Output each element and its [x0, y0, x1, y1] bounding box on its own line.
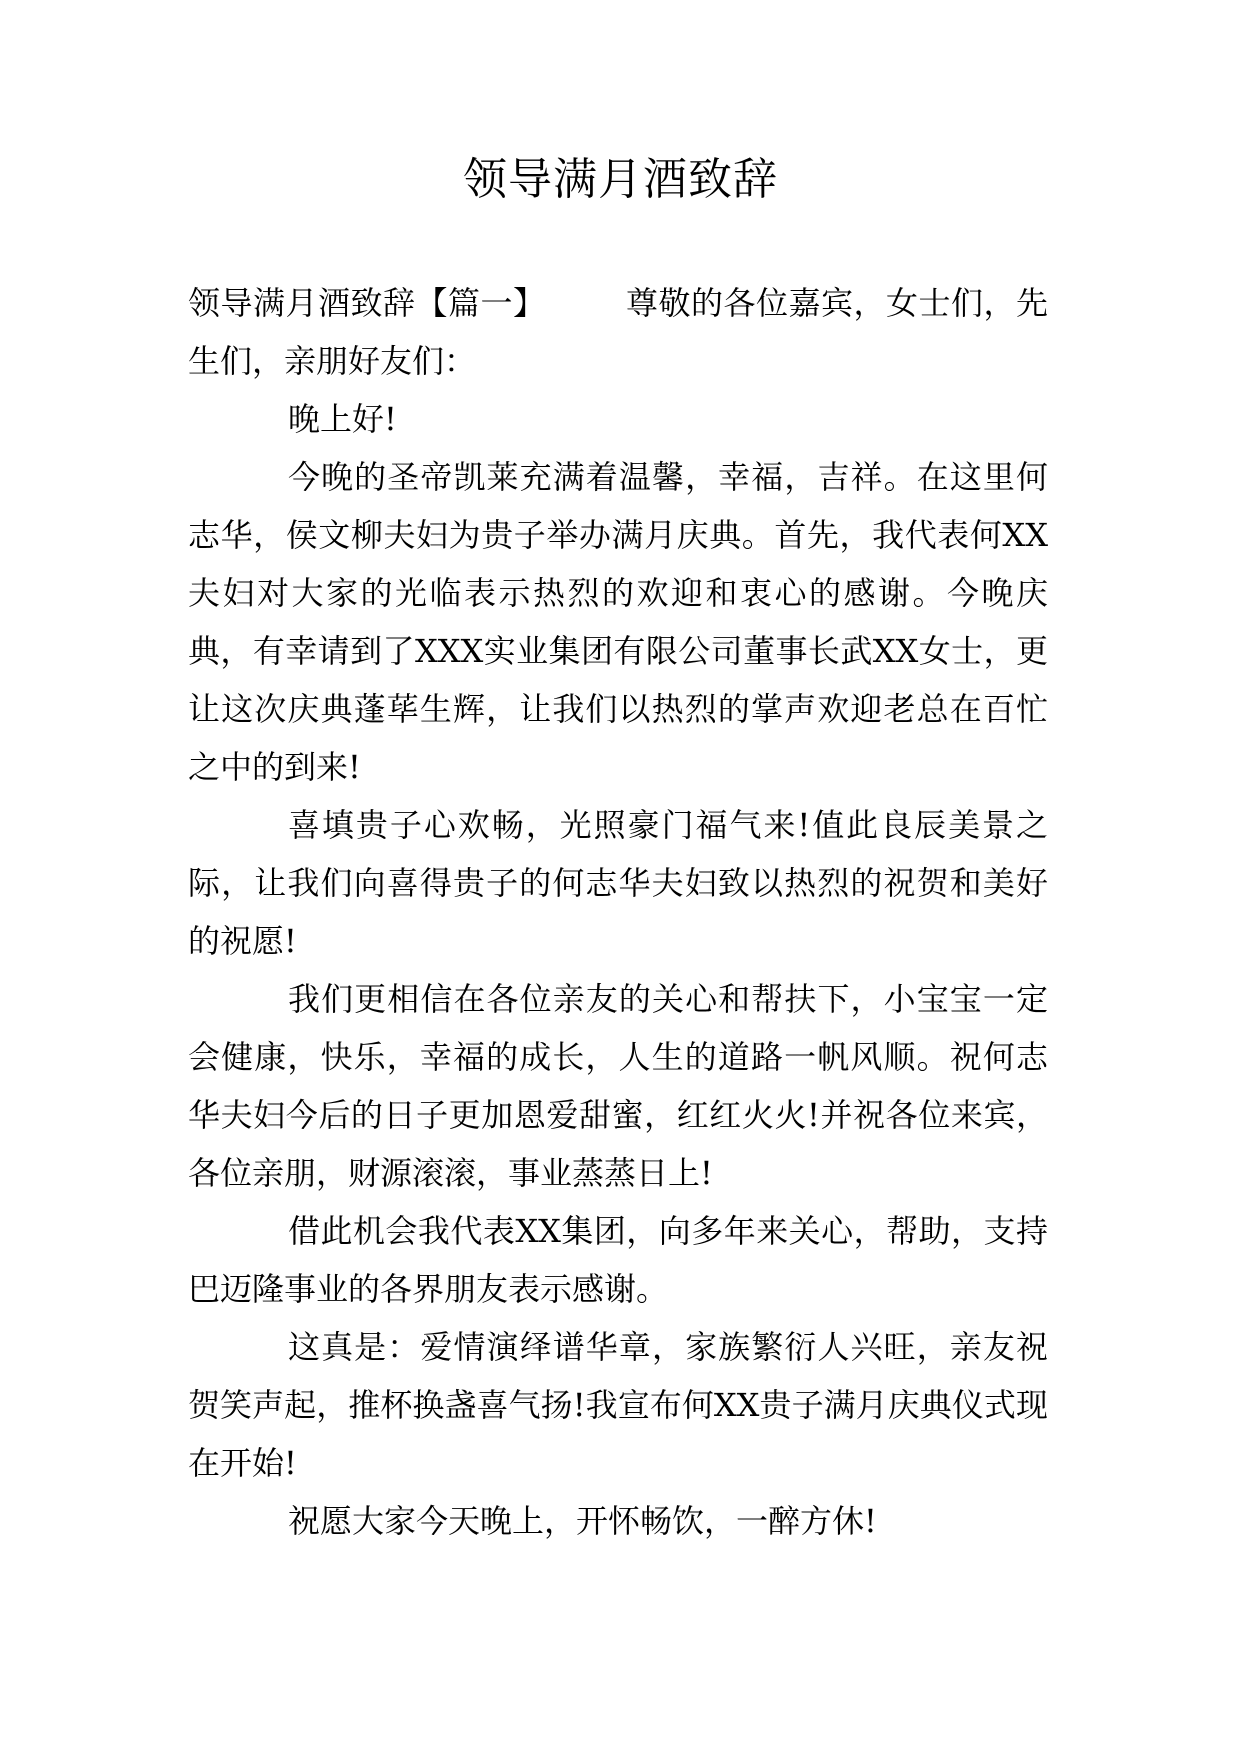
paragraph-welcome: 今晚的圣帝凯莱充满着温馨，幸福，吉祥。在这里何志华，侯文柳夫妇为贵子举办满月庆典。首先，我代表何XX夫妇对大家的光临表示热烈的欢迎和衷心的感谢。今晚庆典，有幸请到了XXX实业集团有限公司董事长武XX女士，更让这次庆典蓬荜生辉，让我们以热烈的掌声欢迎老总在百忙之中的到来! [188, 458, 1048, 786]
section-heading: 领导满月酒致辞【篇一】 [188, 284, 546, 322]
greeting-text: 尊敬的各位嘉宾，女士们，先生们，亲朋好友们： [188, 284, 1048, 380]
opening-paragraph [188, 274, 1048, 390]
paragraph-congratulations: 喜填贵子心欢畅，光照豪门福气来!值此良辰美景之际，让我们向喜得贵子的何志华夫妇致以热烈的祝贺和美好的祝愿! [188, 806, 1048, 960]
paragraph-ceremony-start: 这真是：爱情演绎谱华章，家族繁衍人兴旺，亲友祝贺笑声起，推杯换盏喜气扬!我宣布何XX贵子满月庆典仪式现在开始! [188, 1328, 1048, 1482]
document-body [188, 274, 1048, 1550]
document-title: 领导满月酒致辞 [463, 154, 778, 205]
paragraph-toast: 祝愿大家今天晚上，开怀畅饮，一醉方休! [288, 1502, 877, 1540]
paragraph-blessings: 我们更相信在各位亲友的关心和帮扶下，小宝宝一定会健康，快乐，幸福的成长，人生的道路一帆风顺。祝何志华夫妇今后的日子更加恩爱甜蜜，红红火火!并祝各位来宾，各位亲朋，财源滚滚，事业蒸蒸日上! [188, 980, 1048, 1192]
paragraph-evening-greeting: 晚上好! [288, 400, 397, 438]
paragraph-thanks: 借此机会我代表XX集团，向多年来关心，帮助，支持巴迈隆事业的各界朋友表示感谢。 [188, 1212, 1048, 1308]
